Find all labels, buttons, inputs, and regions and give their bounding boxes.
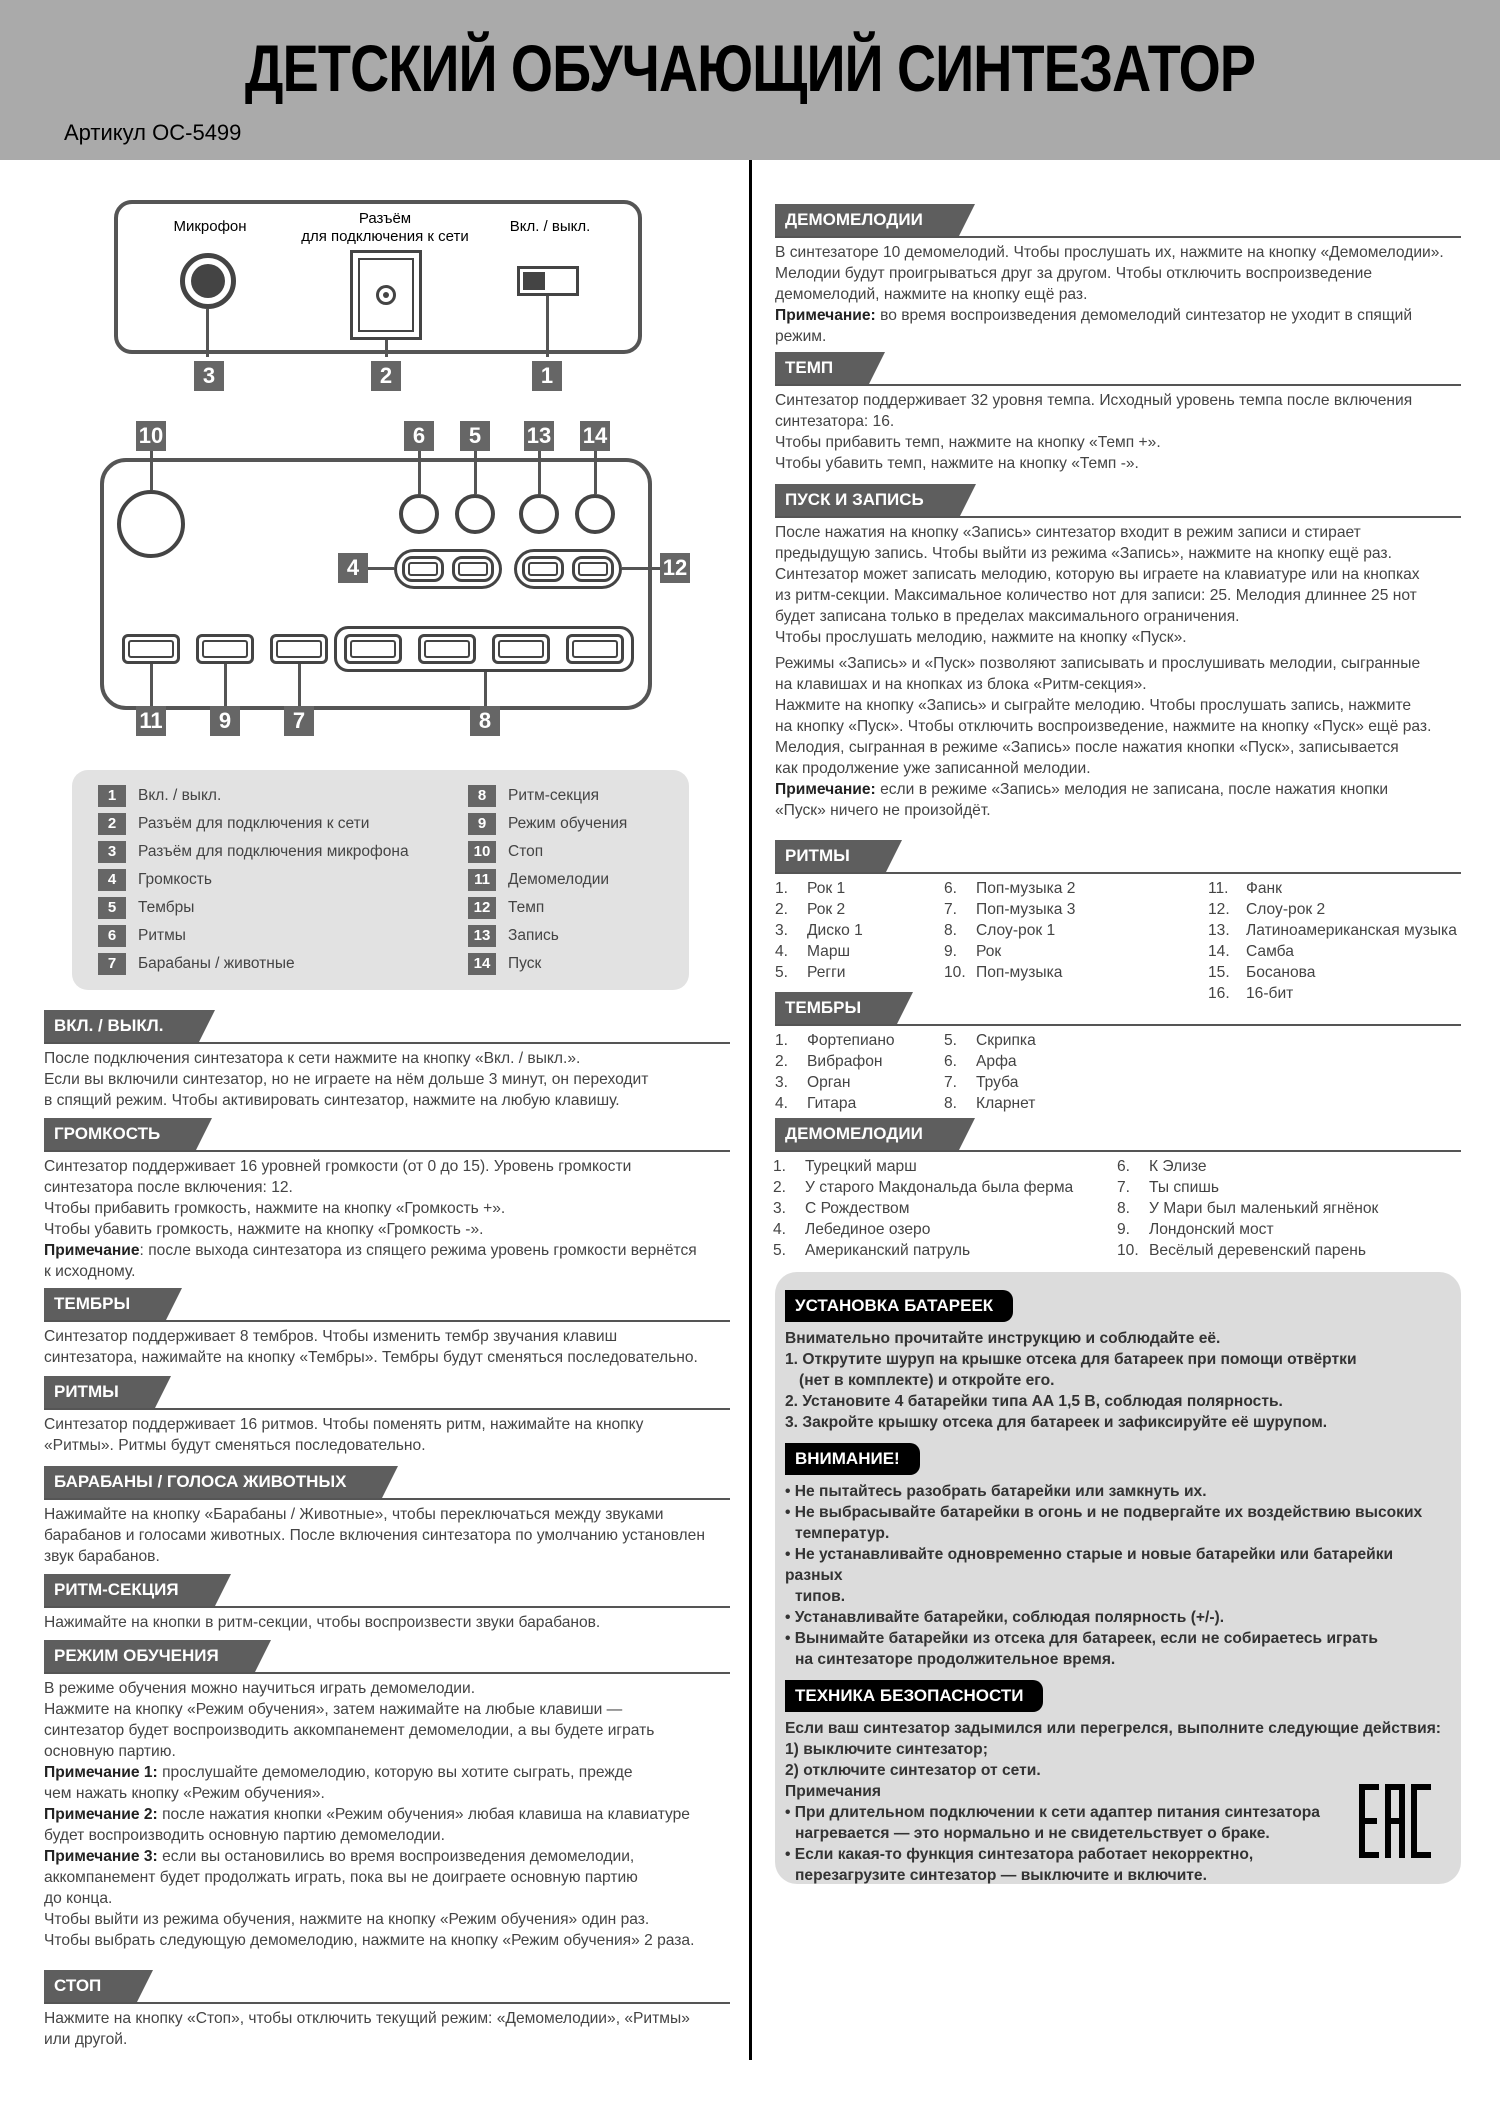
safety-title: ТЕХНИКА БЕЗОПАСНОСТИ xyxy=(785,1680,1043,1712)
callout-2: 2 xyxy=(371,361,401,391)
socket-label: Разъём для подключения к сети xyxy=(301,210,469,245)
tempo-minus-button xyxy=(522,556,564,582)
battery-instructions: Внимательно прочитайте инструкцию и соблюдайте её. 1. Открутите шуруп на крышке отсека для батареек при помощи отвёртки (нет в комплекте) и откройте его. 2. Установите 4 батарейки типа АА 1,5 В, соблюдая полярность. 3. Закройте крышку отсека для батареек и зафиксируйте её шурупом. xyxy=(785,1330,1357,1431)
section-learning xyxy=(44,1640,730,1951)
section-title: БАРАБАНЫ / ГОЛОСА ЖИВОТНЫХ xyxy=(44,1466,382,1498)
rhythms-list-col-2 xyxy=(944,878,1075,983)
section-power xyxy=(44,1010,730,1111)
callout-10: 10 xyxy=(136,421,166,451)
callout-5: 5 xyxy=(460,421,490,451)
list-item: 7. Поп-музыка 3 xyxy=(944,901,1076,918)
section-body: Синтезатор поддерживает 32 уровня темпа. Исходный уровень темпа после включения синтезатора: 16. Чтобы прибавить темп, нажмите на кнопку «Темп +». Чтобы убавить темп, нажмите на кнопку «Темп -». xyxy=(775,392,1413,472)
callout-8: 8 xyxy=(470,706,500,736)
rhythms-list-col-3 xyxy=(1208,878,1457,1004)
warning-list: • Не пытайтесь разобрать батарейки или замкнуть их. • Не выбрасывайте батарейки в огонь и не подвергайте их воздействию высоких температур. • Не устанавливайте одновременно старые и новые батарейки или батарейки разных типов. • Устанавливайте батарейки, соблюдая полярность (+/-). • Вынимайте батарейки из отсека для батареек, если не собираетесь играть на синтезаторе продолжительное время. xyxy=(785,1483,1423,1668)
safety-text: Если ваш синтезатор задымился или перегрелся, выполните следующие действия: 1) выключите синтезатор; 2) отключите синтезатор от сети. Примечания • При длительном подключении к сети адаптер питания синтезатора нагревается — это нормально и не свидетельствует о браке. • Если какая-то функция синтезатора работает некорректно, перезагрузите синтезатор — выключите и включите. xyxy=(785,1720,1442,1884)
learning-button xyxy=(196,634,254,664)
list-item: 4. Гитара xyxy=(775,1095,857,1112)
callout-13: 13 xyxy=(524,421,554,451)
section-body: Синтезатор поддерживает 8 тембров. Чтобы изменить тембр звучания клавиш синтезатора, нажимайте на кнопку «Тембры». Тембры будут сменяться последовательно. xyxy=(44,1328,698,1366)
demo-list-col-1 xyxy=(773,1156,1073,1261)
list-item: 4. Марш xyxy=(775,943,851,960)
power-socket xyxy=(350,250,422,340)
legend-item: 11 Демомелодии xyxy=(468,868,609,892)
list-item: 14. Самба xyxy=(1208,943,1294,960)
legend-item: 2 Разъём для подключения к сети xyxy=(98,812,369,836)
battery-safety-box xyxy=(775,1272,1461,1884)
callout-12: 12 xyxy=(660,553,690,583)
list-item: 13. Латиноамериканская музыка xyxy=(1208,922,1457,939)
list-item: 1. Рок 1 xyxy=(775,880,846,897)
column-divider xyxy=(749,160,752,2060)
section-body: В режиме обучения можно научиться играть демомелодии. Нажмите на кнопку «Режим обучения», затем нажимайте на любые клавиши — синтезатор будет воспроизводить аккомпанемент демомелодии, а вы будете играть основную партию. Примечание 1: прослушайте демомелодию, которую вы хотите сыграть, прежде чем нажать кнопку «Режим обучения». Примечание 2: после нажатия кнопки «Режим обучения» любая клавиша на клавиатуре будет воспроизводить основную партию демомелодии. Примечание 3: если вы остановились во время воспроизведения демомелодии, аккомпанемент будет продолжать играть, пока вы не доиграете основную партию до конца. Чтобы выйти из режима обучения, нажмите на кнопку «Режим обучения» один раз. Чтобы выбрать следующую демомелодию, нажмите на кнопку «Режим обучения» 2 раза. xyxy=(44,1680,695,1949)
list-item: 10. Поп-музыка xyxy=(944,964,1063,981)
legend-item: 8 Ритм-секция xyxy=(468,784,599,808)
callout-1: 1 xyxy=(532,361,562,391)
eac-mark-icon xyxy=(1359,1784,1431,1858)
section-record-play xyxy=(775,484,1461,821)
callout-11: 11 xyxy=(136,706,166,736)
power-label: Вкл. / выкл. xyxy=(509,218,591,235)
section-demo-list xyxy=(775,1118,1461,1152)
power-switch xyxy=(517,266,579,296)
section-title: ГРОМКОСТЬ xyxy=(44,1118,196,1150)
list-item: 5. Скрипка xyxy=(944,1032,1036,1049)
play-knob xyxy=(575,494,615,534)
list-item: 6. Поп-музыка 2 xyxy=(944,880,1076,897)
section-title: РЕЖИМ ОБУЧЕНИЯ xyxy=(44,1640,255,1672)
legend-item: 7 Барабаны / животные xyxy=(98,952,295,976)
mic-jack xyxy=(180,253,236,309)
section-body: Синтезатор поддерживает 16 ритмов. Чтобы поменять ритм, нажимайте на кнопку «Ритмы». Ритмы будут сменяться последовательно. xyxy=(44,1416,644,1454)
tempo-plus-button xyxy=(572,556,614,582)
section-title: ТЕМБРЫ xyxy=(775,992,897,1024)
section-title: ВКЛ. / ВЫКЛ. xyxy=(44,1010,199,1042)
section-title: ПУСК И ЗАПИСЬ xyxy=(775,484,960,516)
list-item: 3. Орган xyxy=(775,1074,851,1091)
legend-item: 1 Вкл. / выкл. xyxy=(98,784,221,808)
section-tempo xyxy=(775,352,1461,474)
section-body: Нажимайте на кнопку «Барабаны / Животные», чтобы переключаться между звуками барабанов и голосами животных. После включения синтезатора по умолчанию установлен звук барабанов. xyxy=(44,1506,705,1565)
list-item: 2. Вибрафон xyxy=(775,1053,883,1070)
volume-minus-button xyxy=(402,556,444,582)
list-item: 5. Регги xyxy=(775,964,846,981)
timbres-knob xyxy=(455,494,495,534)
section-body: В синтезаторе 10 демомелодий. Чтобы прослушать их, нажмите на кнопку «Демомелодии». Мелодии будут проигрываться друг за другом. Чтобы отключить воспроизведение демомелодий, нажмите на кнопку ещё раз. Примечание: во время воспроизведения демомелодий синтезатор не уходит в спящий режим. xyxy=(775,244,1444,345)
section-title: РИТМ-СЕКЦИЯ xyxy=(44,1574,215,1606)
page-title: ДЕТСКИЙ ОБУЧАЮЩИЙ СИНТЕЗАТОР xyxy=(244,31,1256,105)
volume-plus-button xyxy=(452,556,494,582)
legend-item: 12 Темп xyxy=(468,896,544,920)
list-item: 9. Рок xyxy=(944,943,1002,960)
list-item: 11. Фанк xyxy=(1208,880,1282,897)
list-item: 2. У старого Макдональда была ферма xyxy=(773,1179,1074,1196)
timbres-list-col-2 xyxy=(944,1030,1036,1114)
list-item: 6. Арфа xyxy=(944,1053,1017,1070)
section-title: ТЕМП xyxy=(775,352,869,384)
list-item: 2. Рок 2 xyxy=(775,901,846,918)
callout-9: 9 xyxy=(210,706,240,736)
list-item: 10. Весёлый деревенский парень xyxy=(1117,1242,1366,1259)
section-body: Нажмите на кнопку «Стоп», чтобы отключить текущий режим: «Демомелодии», «Ритмы» или другой. xyxy=(44,2010,690,2048)
list-item: 6. К Элизе xyxy=(1117,1158,1207,1175)
rhythm-pad-4 xyxy=(566,634,624,664)
rhythms-knob xyxy=(399,494,439,534)
mic-label: Микрофон xyxy=(173,218,247,235)
section-body: После подключения синтезатора к сети нажмите на кнопку «Вкл. / выкл.». Если вы включили синтезатор, но не играете на нём дольше 3 минут, он переходит в спящий режим. Чтобы активировать синтезатор, нажмите на любую клавишу. xyxy=(44,1050,649,1109)
legend-item: 10 Стоп xyxy=(468,840,543,864)
section-title: ДЕМОМЕЛОДИИ xyxy=(775,204,959,236)
callout-4: 4 xyxy=(338,553,368,583)
section-rhythms-list xyxy=(775,840,1461,874)
section-timbres-list xyxy=(775,992,1461,1026)
legend-item: 6 Ритмы xyxy=(98,924,186,948)
demo-list-col-2 xyxy=(1117,1156,1378,1261)
rhythm-pad-3 xyxy=(492,634,550,664)
stop-knob xyxy=(117,490,185,558)
callout-14: 14 xyxy=(580,421,610,451)
header-band xyxy=(0,0,1500,160)
section-title: ТЕМБРЫ xyxy=(44,1288,166,1320)
section-title: РИТМЫ xyxy=(775,840,886,872)
list-item: 15. Босанова xyxy=(1208,964,1316,981)
callout-7: 7 xyxy=(284,706,314,736)
list-item: 7. Труба xyxy=(944,1074,1019,1091)
section-demo xyxy=(775,204,1461,347)
section-timbres xyxy=(44,1288,730,1368)
callout-6: 6 xyxy=(404,421,434,451)
section-title: РИТМЫ xyxy=(44,1376,155,1408)
list-item: 8. Кларнет xyxy=(944,1095,1036,1112)
legend-item: 4 Громкость xyxy=(98,868,212,892)
section-title: СТОП xyxy=(44,1970,137,2002)
rhythm-pad-2 xyxy=(418,634,476,664)
article-number: Артикул OC-5499 xyxy=(64,120,242,145)
rhythm-pad-1 xyxy=(344,634,402,664)
list-item: 9. Лондонский мост xyxy=(1117,1221,1274,1238)
section-body: Нажимайте на кнопки в ритм-секции, чтобы воспроизвести звуки барабанов. xyxy=(44,1614,601,1631)
legend-item: 5 Тембры xyxy=(98,896,194,920)
legend-item: 9 Режим обучения xyxy=(468,812,627,836)
section-volume xyxy=(44,1118,730,1282)
section-body: После нажатия на кнопку «Запись» синтезатор входит в режим записи и стирает предыдущую запись. Чтобы выйти из режима «Запись», нажмите на кнопку ещё раз. Синтезатор может записать мелодию, которую вы играете на клавиатуре или на кнопках из ритм-секции. Максимальное количество нот для записи: 25. Мелодия длиннее 25 нот будет записана только в пределах максимального ограничения. Чтобы прослушать мелодию, нажмите на кнопку «Пуск». Режимы «Запись» и «Пуск» позволяют записывать и прослушивать мелодии, сыгранные на клавишах и на кнопках из блока «Ритм-секция». Нажмите на кнопку «Запись» и сыграйте мелодию. Чтобы прослушать запись, нажмите на кнопку «Пуск». Чтобы отключить воспроизведение, нажмите на кнопку «Пуск» ещё раз. Мелодия, сыгранная в режиме «Запись» после нажатия кнопки «Пуск», записывается как продолжение уже записанной мелодии. Примечание: если в режиме «Запись» мелодия не записана, после нажатия кнопки «Пуск» ничего не произойдёт. xyxy=(775,524,1432,819)
section-rhythm-section xyxy=(44,1574,730,1633)
drums-button xyxy=(270,634,328,664)
section-stop xyxy=(44,1970,730,2050)
list-item: 4. Лебединое озеро xyxy=(773,1221,931,1238)
legend-box xyxy=(72,770,689,990)
section-title: ДЕМОМЕЛОДИИ xyxy=(775,1118,959,1150)
list-item: 8. Слоу-рок 1 xyxy=(944,922,1056,939)
section-rhythms xyxy=(44,1376,730,1456)
list-item: 3. С Рождеством xyxy=(773,1200,910,1217)
list-item: 1. Турецкий марш xyxy=(773,1158,917,1175)
list-item: 16. 16-бит xyxy=(1208,985,1294,1002)
section-drums xyxy=(44,1466,730,1567)
demo-button xyxy=(122,634,180,664)
callout-3: 3 xyxy=(194,361,224,391)
warning-title: ВНИМАНИЕ! xyxy=(785,1443,920,1475)
section-body: Синтезатор поддерживает 16 уровней громкости (от 0 до 15). Уровень громкости синтезатора после включения: 12. Чтобы прибавить громкость, нажмите на кнопку «Громкость +». Чтобы убавить громкость, нажмите на кнопку «Громкость -». Примечание: после выхода синтезатора из спящего режима уровень громкости вернётся к исходному. xyxy=(44,1158,697,1280)
legend-item: 14 Пуск xyxy=(468,952,541,976)
timbres-list-col-1 xyxy=(775,1030,895,1114)
list-item: 1. Фортепиано xyxy=(775,1032,895,1049)
list-item: 3. Диско 1 xyxy=(775,922,863,939)
battery-title: УСТАНОВКА БАТАРЕЕК xyxy=(785,1290,1013,1322)
legend-item: 3 Разъём для подключения микрофона xyxy=(98,840,409,864)
list-item: 7. Ты спишь xyxy=(1117,1179,1219,1196)
rhythms-list-col-1 xyxy=(775,878,863,983)
record-knob xyxy=(519,494,559,534)
legend-item: 13 Запись xyxy=(468,924,559,948)
list-item: 8. У Мари был маленький ягнёнок xyxy=(1117,1200,1379,1217)
list-item: 12. Слоу-рок 2 xyxy=(1208,901,1326,918)
list-item: 5. Американский патруль xyxy=(773,1242,971,1259)
